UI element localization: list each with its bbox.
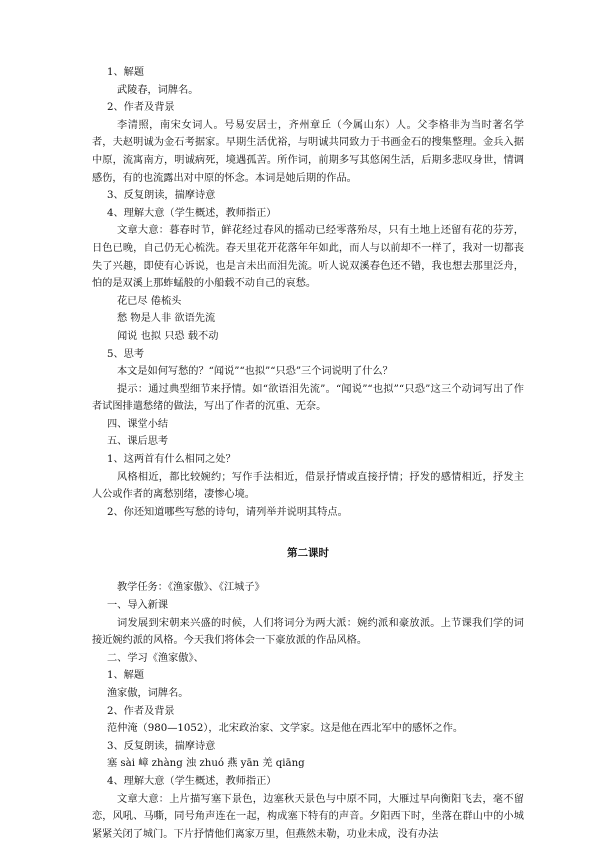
text-line: 文章大意：上片描写塞下景色，边塞秋天景色与中原不同，大雁过早向衡阳飞去，毫不留恋，风吼、马嘶，同号角声连在一起，构成塞下特有的声音。夕阳西下时，坐落在群山中的小城紧紧关闭了城门。下片抒情他们离家万里，但燕然未勒，功业未成，没有办法 xyxy=(92,793,524,840)
text-line: 二、学习《渔家傲》、 xyxy=(107,652,204,664)
text-line: 一、导入新课 xyxy=(107,600,169,612)
text-line: 本文是如何写愁的？“闻说”“也拟”“只恐”三个词说明了什么？ xyxy=(117,366,393,378)
text-line: 词发展到宋朝来兴盛的时候，人们将词分为两大派：婉约派和豪放派。上节课我们学的词接近婉约派的风格。今天我们将体会一下豪放派的作品风格。 xyxy=(92,617,524,647)
text-line: 五、课后思考 xyxy=(107,436,169,448)
text-line: 1、这两首有什么相同之处？ xyxy=(107,454,236,466)
text-line: 4、理解大意（学生概述，教师指正） xyxy=(107,775,277,787)
section-heading: 第二课时 xyxy=(287,547,329,560)
text-line: 愁 物是人非 欲语先流 xyxy=(117,313,216,325)
text-line: 教学任务：《渔家傲》、《江城子》 xyxy=(117,582,265,594)
text-line: 4、理解大意（学生概述，教师指正） xyxy=(107,207,277,219)
text-line: 范仲淹（980—1052），北宋政治家、文学家。这是他在西北军中的感怀之作。 xyxy=(107,723,464,735)
text-line: 塞 sài 嶂 zhàng 浊 zhuó 燕 yān 羌 qiāng xyxy=(107,758,305,770)
text-line: 渔家傲，词牌名。 xyxy=(107,688,189,699)
text-line: 2、作者及背景 xyxy=(107,705,175,717)
text-line: 2、作者及背景 xyxy=(107,102,175,114)
text-line: 1、解题 xyxy=(107,67,145,78)
document-body xyxy=(92,64,524,843)
text-line: 武陵春，词牌名。 xyxy=(117,84,199,96)
text-line: 1、解题 xyxy=(107,670,145,682)
text-line: 闻说 也拟 只恐 载不动 xyxy=(117,330,219,342)
text-line: 3、反复朗读，揣摩诗意 xyxy=(107,190,216,202)
text-line: 2、你还知道哪些写愁的诗句，请列举并说明其特点。 xyxy=(107,506,348,518)
text-line: 文章大意：暮春时节，鲜花经过春风的摇动已经零落殆尽，只有土地上还留有花的芬芳，日色已晚，自己仍无心梳洗。春天里花开花落年年如此，而人与以前却不一样了，我对一切都丧失了兴趣，即使有心诉说，也是言未出而泪先流。听人说双溪春色还不错，我也想去那里泛舟，怕的是双溪上那蚱蜢般的小船载不动自己的哀愁。 xyxy=(92,225,524,290)
text-line: 风格相近，都比较婉约；写作手法相近，借景抒情或直接抒情；抒发的感情相近，抒发主人公或作者的离愁别绪，凄惨心境。 xyxy=(92,471,524,501)
text-line: 花已尽 倦梳头 xyxy=(117,295,182,307)
text-line: 李清照，南宋女词人。号易安居士，齐州章丘（今属山东）人。父李格非为当时著名学者，夫赵明诚为金石考据家。早期生活优裕，与明诚共同致力于书画金石的搜集整理。金兵入据中原，流寓南方，明诚病死，境遇孤苦。所作词，前期多写其悠闲生活，后期多悲叹身世，情调感伤，有的也流露出对中原的怀念。本词是她后期的作品。 xyxy=(92,119,524,184)
text-line: 四、课堂小结 xyxy=(107,418,169,430)
text-line: 3、反复朗读，揣摩诗意 xyxy=(107,740,216,752)
section-second-lesson xyxy=(92,579,524,843)
text-line: 5、思考 xyxy=(107,348,145,360)
section-first-lesson xyxy=(92,64,524,521)
text-line: 提示：通过典型细节来抒情。如“欲语泪先流”。“闻说”“也拟”“只恐”这三个动词写出了作者试图排遣愁绪的做法，写出了作者的沉重、无奈。 xyxy=(92,383,524,413)
